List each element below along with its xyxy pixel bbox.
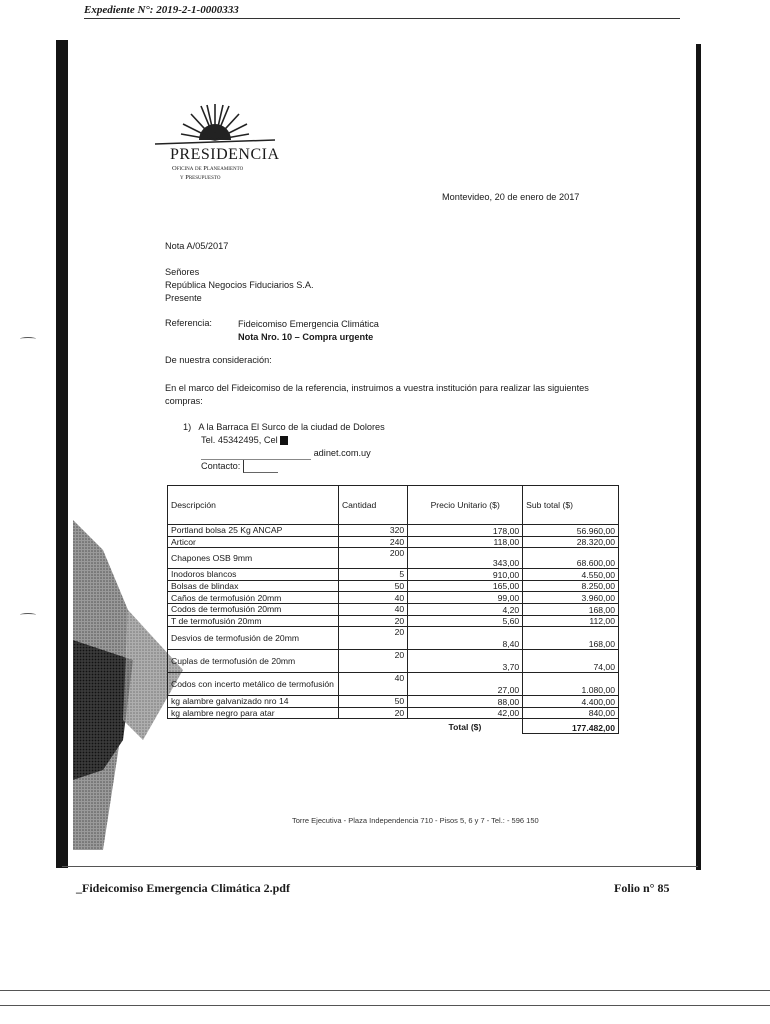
bottom-rule: [0, 1005, 770, 1006]
supplier-phone-text: Tel. 45342495, Cel: [201, 435, 278, 445]
supplier-contact: [183, 460, 385, 473]
cell-description: Caños de termofusión 20mm: [168, 592, 339, 604]
cell-quantity: 50: [338, 696, 407, 708]
email-domain: adinet.com.uy: [313, 448, 371, 458]
bottom-rule: [0, 990, 770, 991]
org-name: PRESIDENCIA: [170, 146, 280, 163]
margin-mark: [20, 337, 36, 341]
cell-description: kg alambre galvanizado nro 14: [168, 696, 339, 708]
folio-number: Folio n° 85: [614, 881, 670, 895]
cell-quantity: 40: [338, 673, 407, 696]
office-name: [150, 164, 280, 182]
table-row: [168, 627, 619, 650]
cell-description: Portland bolsa 25 Kg ANCAP: [168, 525, 339, 537]
col-header-description: Descripción: [168, 486, 339, 525]
cell-unit-price: 165,00: [408, 580, 523, 592]
item-number: 1): [183, 422, 192, 432]
redaction-mark: [280, 436, 288, 445]
cell-unit-price: 8,40: [408, 627, 523, 650]
office-line-1: Oficina de Planeamiento: [172, 165, 244, 172]
recipient-line: República Negocios Fiduciarios S.A.: [165, 280, 314, 290]
greeting: De nuestra consideración:: [165, 355, 272, 365]
cell-unit-price: 118,00: [408, 536, 523, 548]
cell-quantity: 320: [338, 525, 407, 537]
table-row: [168, 707, 619, 719]
cell-quantity: 200: [338, 548, 407, 569]
expediente-header: Expediente N°: 2019-2-1-0000333: [84, 4, 680, 19]
col-header-quantity: Cantidad: [338, 486, 407, 525]
cell-unit-price: 910,00: [408, 569, 523, 581]
table-row: [168, 536, 619, 548]
col-header-unit-price: Precio Unitario ($): [408, 486, 523, 525]
cell-unit-price: 3,70: [408, 650, 523, 673]
letterhead: [150, 100, 280, 182]
office-line-2: y Presupuesto: [180, 174, 221, 181]
table-row: [168, 696, 619, 708]
cell-unit-price: 343,00: [408, 548, 523, 569]
cell-quantity: 240: [338, 536, 407, 548]
scan-border-left: [56, 40, 68, 868]
table-row: [168, 603, 619, 615]
cell-description: kg alambre negro para atar: [168, 707, 339, 719]
sun-emblem-icon: [153, 100, 277, 146]
table-row: [168, 548, 619, 569]
redacted-contact: [243, 460, 278, 473]
scan-border-right: [696, 44, 701, 870]
cell-description: Desvios de termofusión de 20mm: [168, 627, 339, 650]
cell-description: Inodoros blancos: [168, 569, 339, 581]
cell-subtotal: 168,00: [523, 603, 619, 615]
file-name: _Fideicomiso Emergencia Climática 2.pdf: [76, 881, 290, 895]
recipient-line: Presente: [165, 293, 202, 303]
total-label: Total ($): [408, 719, 523, 734]
cell-description: Codos de termofusión 20mm: [168, 603, 339, 615]
col-header-subtotal: Sub total ($): [523, 486, 619, 525]
table-header-row: [168, 486, 619, 525]
recipient-block: [165, 266, 314, 305]
table-row: [168, 673, 619, 696]
cell-subtotal: 3.960,00: [523, 592, 619, 604]
footer-address: Torre Ejecutiva - Plaza Independencia 710 - Pisos 5, 6 y 7 - Tel.: - 596 150: [292, 816, 539, 825]
cell-description: Articor: [168, 536, 339, 548]
reference-line-2: Nota Nro. 10 – Compra urgente: [238, 332, 374, 342]
recipient-line: Señores: [165, 267, 200, 277]
cell-subtotal: 28.320,00: [523, 536, 619, 548]
redacted-email: [201, 450, 311, 460]
cell-unit-price: 178,00: [408, 525, 523, 537]
cell-unit-price: 88,00: [408, 696, 523, 708]
cell-unit-price: 27,00: [408, 673, 523, 696]
table-row: [168, 580, 619, 592]
reference-label: Referencia:: [165, 318, 212, 328]
cell-quantity: 20: [338, 650, 407, 673]
reference-line-1: Fideicomiso Emergencia Climática: [238, 319, 379, 329]
cell-quantity: 40: [338, 592, 407, 604]
table-row: [168, 569, 619, 581]
cell-description: Bolsas de blindax: [168, 580, 339, 592]
cell-subtotal: 68.600,00: [523, 548, 619, 569]
table-total-row: [168, 719, 619, 734]
cell-subtotal: 840,00: [523, 707, 619, 719]
supplier-email: [183, 447, 385, 460]
cell-quantity: 20: [338, 627, 407, 650]
cell-unit-price: 5,60: [408, 615, 523, 627]
cell-subtotal: 168,00: [523, 627, 619, 650]
letter-date: Montevideo, 20 de enero de 2017: [442, 192, 580, 202]
cell-description: Cuplas de termofusión de 20mm: [168, 650, 339, 673]
contact-label: Contacto:: [201, 461, 241, 471]
cell-subtotal: 4.550,00: [523, 569, 619, 581]
cell-description: T de termofusión 20mm: [168, 615, 339, 627]
margin-mark: [20, 613, 36, 617]
cell-subtotal: 74,00: [523, 650, 619, 673]
cell-quantity: 20: [338, 615, 407, 627]
cell-unit-price: 42,00: [408, 707, 523, 719]
cell-subtotal: 1.080,00: [523, 673, 619, 696]
table-row: [168, 525, 619, 537]
table-row: [168, 592, 619, 604]
cell-subtotal: 56.960,00: [523, 525, 619, 537]
cell-subtotal: 8.250,00: [523, 580, 619, 592]
cell-description: Chapones OSB 9mm: [168, 548, 339, 569]
total-value: 177.482,00: [523, 719, 619, 734]
cell-quantity: 20: [338, 707, 407, 719]
purchase-item-1: [183, 421, 385, 473]
table-row: [168, 650, 619, 673]
letter-body: En el marco del Fideicomiso de la referencia, instruimos a vuestra institución para realizar las siguientes compras:: [165, 383, 589, 406]
supplier-name: A la Barraca El Surco de la ciudad de Dolores: [198, 422, 385, 432]
cell-quantity: 40: [338, 603, 407, 615]
reference-value: [238, 318, 379, 344]
note-id: Nota A/05/2017: [165, 241, 229, 251]
table-row: [168, 615, 619, 627]
cell-subtotal: 4.400,00: [523, 696, 619, 708]
cell-quantity: 50: [338, 580, 407, 592]
supplier-phone: [183, 434, 385, 447]
cell-description: Codos con incerto metálico de termofusión: [168, 673, 339, 696]
cell-unit-price: 4,20: [408, 603, 523, 615]
cell-subtotal: 112,00: [523, 615, 619, 627]
purchase-table: [167, 485, 619, 734]
cell-unit-price: 99,00: [408, 592, 523, 604]
cell-quantity: 5: [338, 569, 407, 581]
page-bottom-edge: [62, 866, 698, 867]
